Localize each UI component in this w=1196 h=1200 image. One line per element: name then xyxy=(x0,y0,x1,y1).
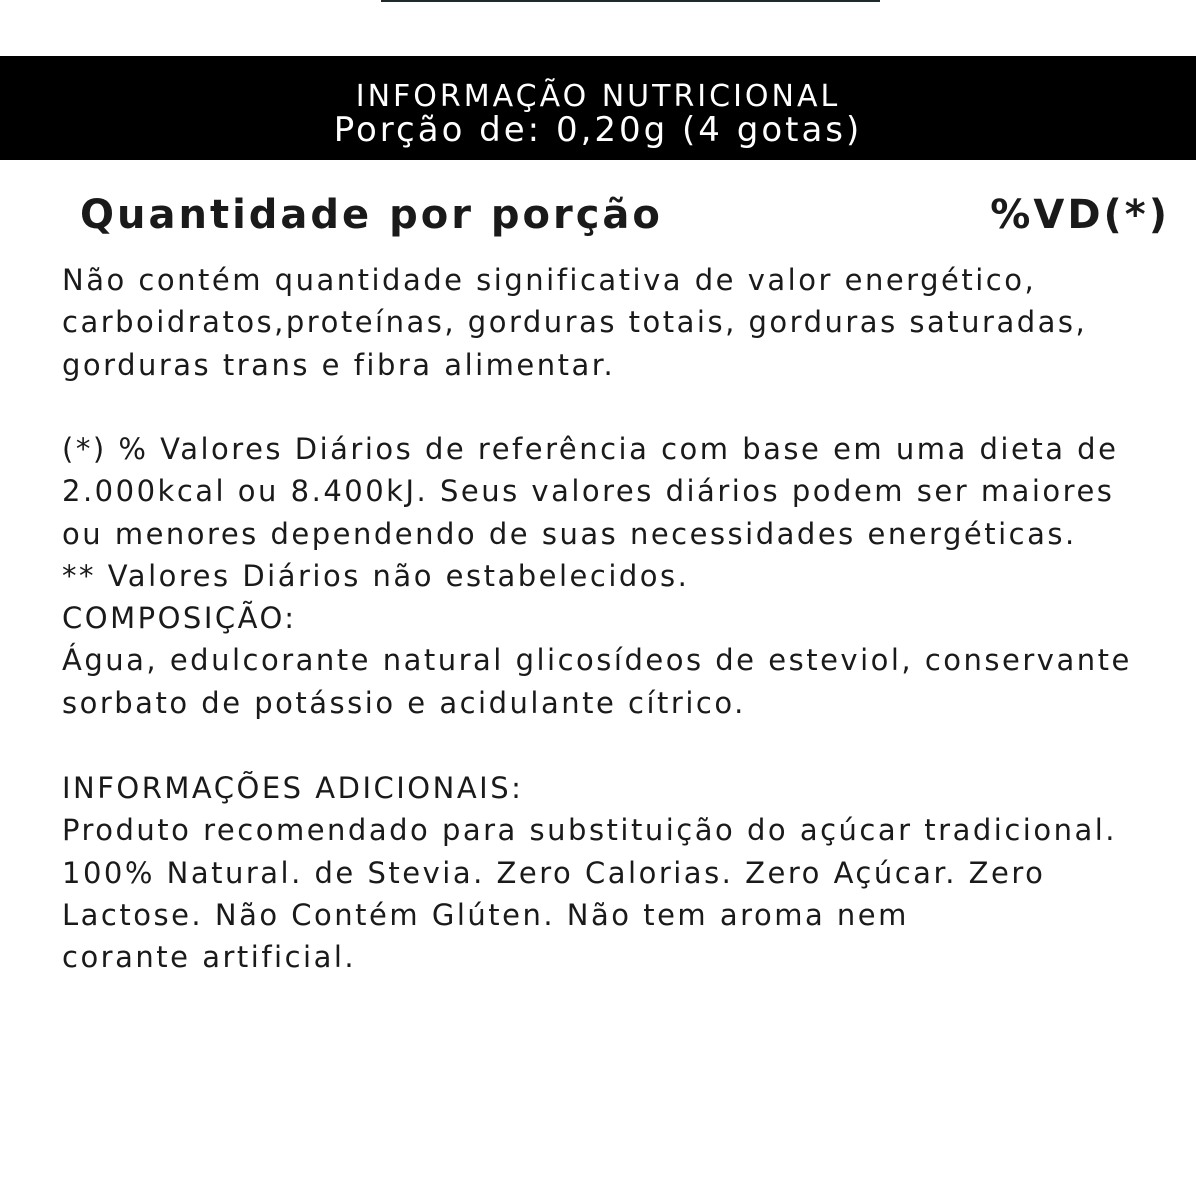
additional-line: Produto recomendado para substituição do açúcar tradicional. xyxy=(62,813,1117,848)
additional-line: corante artificial. xyxy=(62,940,357,975)
footnote-line: ** Valores Diários não estabelecidos. xyxy=(62,558,690,593)
additional-line: 100% Natural. de Stevia. Zero Calorias. Zero Açúcar. Zero xyxy=(62,855,1046,890)
table-header-row xyxy=(80,192,1170,244)
quantity-per-portion-label: Quantidade por porção xyxy=(80,192,663,238)
no-significant-amount-text xyxy=(62,259,1182,386)
daily-value-label: %VD(*) xyxy=(990,192,1170,238)
footnote-line: 2.000kcal ou 8.400kJ. Seus valores diários podem ser maiores xyxy=(62,474,1115,509)
header-portion: Porção de: 0,20g (4 gotas) xyxy=(333,110,863,150)
text-line: gorduras trans e fibra alimentar. xyxy=(62,347,616,382)
text-line: Não contém quantidade significativa de valor energético, xyxy=(62,263,1037,297)
footnote-line: (*) % Valores Diários de referência com base em uma dieta de xyxy=(62,432,1119,466)
nutrition-header xyxy=(0,56,1196,160)
composition-line: Água, edulcorante natural glicosídeos de esteviol, conservante xyxy=(62,643,1132,678)
composition-heading: COMPOSIÇÃO: xyxy=(62,601,297,636)
footnotes-and-composition xyxy=(62,428,1182,724)
footnote-line: ou menores dependendo de suas necessidades energéticas. xyxy=(62,516,1077,551)
additional-heading: INFORMAÇÕES ADICIONAIS: xyxy=(62,771,524,805)
header-title: INFORMAÇÃO NUTRICIONAL xyxy=(355,79,841,114)
text-line: carboidratos,proteínas, gorduras totais, gorduras saturadas, xyxy=(62,305,1088,340)
additional-line: Lactose. Não Contém Glúten. Não tem aroma nem xyxy=(62,897,909,932)
additional-info xyxy=(62,767,1182,978)
top-divider xyxy=(381,0,880,2)
composition-line: sorbato de potássio e acidulante cítrico. xyxy=(62,685,746,720)
